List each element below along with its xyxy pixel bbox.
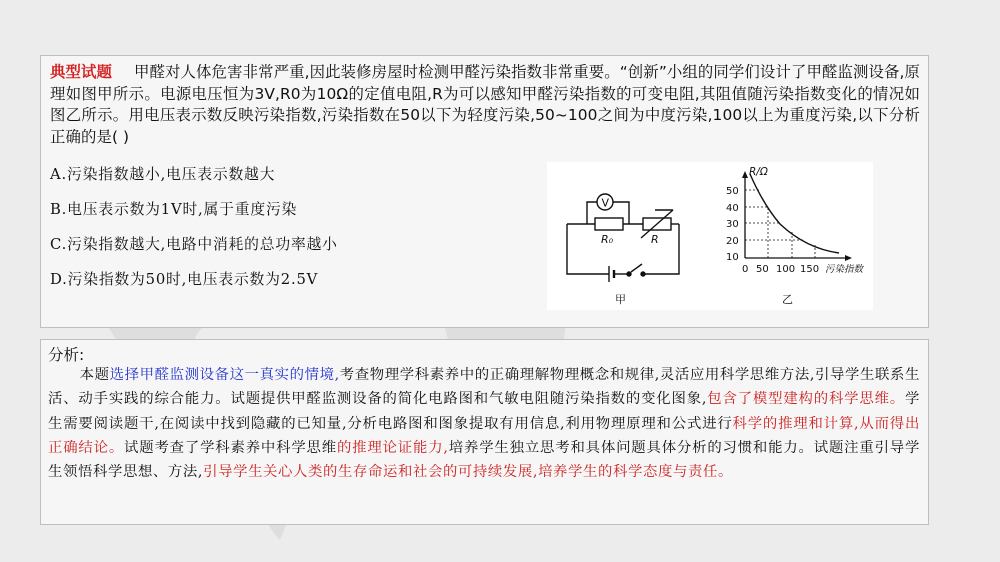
question-panel (40, 55, 929, 328)
analysis-segment: 本题 (79, 367, 110, 383)
r-label: R (651, 233, 659, 246)
graph-x-tick: 150 (800, 264, 820, 275)
graph-y-tick: 30 (726, 219, 739, 230)
analysis-segment: 试题考查了学科素养中科学思维 (124, 439, 337, 456)
option-c[interactable]: C.污染指数越大,电路中消耗的总功率越小 (50, 236, 338, 253)
circuit-diagram (567, 194, 679, 282)
analysis-panel (40, 339, 929, 525)
option-d[interactable]: D.污染指数为50时,电压表示数为2.5V (50, 271, 319, 288)
question-label: 典型试题 (50, 63, 113, 81)
question-stem (50, 62, 920, 148)
graph-x-tick: 50 (756, 264, 769, 275)
figure-jia-caption: 甲 (615, 293, 626, 306)
graph-y-label: R/Ω (749, 166, 768, 178)
analysis-highlight-red: 包含了模型建构的科学思维。 (707, 391, 905, 408)
analysis-segment: 培养学生独立思考和具体问题具体分析的习惯和能力。试题注重引导学生领悟科学思想、方法, (48, 439, 920, 481)
analysis-text (48, 363, 920, 484)
graph-y-tick: 10 (726, 252, 739, 263)
figure-svg (547, 162, 873, 310)
option-a[interactable]: A.污染指数越小,电压表示数越大 (50, 166, 276, 183)
graph-y-tick: 20 (726, 236, 739, 247)
voltmeter-label: V (601, 196, 610, 210)
option-b[interactable]: B.电压表示数为1V时,属于重度污染 (50, 201, 298, 218)
analysis-segment: 考查物理学科素养中的正确理解物理概念和规律,灵活应用科学思维方法,引导学生联系生活、动手实践的综合能力。试题提供甲醛监测设备的简化电路图和气敏电阻随污染指数的变化图象, (48, 367, 921, 408)
r0-label: R₀ (601, 233, 614, 246)
analysis-highlight-red: 引导学生关心人类的生存命运和社会的可持续发展,培养学生的科学态度与责任。 (203, 464, 733, 481)
analysis-highlight-red: 科学的推理和计算,从而得出正确结论。 (48, 415, 920, 456)
resistance-graph (742, 171, 852, 261)
graph-y-tick: 50 (726, 186, 739, 197)
graph-x-label: 污染指数 (825, 264, 864, 275)
graph-x-tick: 100 (776, 264, 796, 275)
figure-yi-caption: 乙 (782, 293, 793, 306)
analysis-segment: 学生需要阅读题干,在阅读中找到隐藏的已知量,分析电路图和图象提取有用信息,利用物理原理和公式进行 (48, 391, 920, 432)
analysis-title: 分析: (48, 346, 85, 364)
question-text: 甲醛对人体危害非常严重,因此装修房屋时检测甲醛污染指数非常重要。“创新”小组的同学们设计了甲醛监测设备,原理如图甲所示。电源电压恒为3V,R0为10Ω的定值电阻,R为可以感知甲醛污染指数的可变电阻,其阻值随污染指数变化的情况如图乙所示。用电压表示数反映污染指数,污染指数在50以下为轻度污染,50~100之间为中度污染,100以上为重度污染,以下分析正确的是( ) (50, 63, 920, 146)
graph-y-tick: 40 (726, 203, 739, 214)
analysis-highlight-red: 的推理论证能力, (336, 439, 449, 456)
analysis-highlight-blue: 选择甲醛监测设备这一真实的情境, (109, 367, 340, 383)
question-figure (547, 162, 873, 310)
graph-x-tick: 0 (742, 264, 749, 275)
